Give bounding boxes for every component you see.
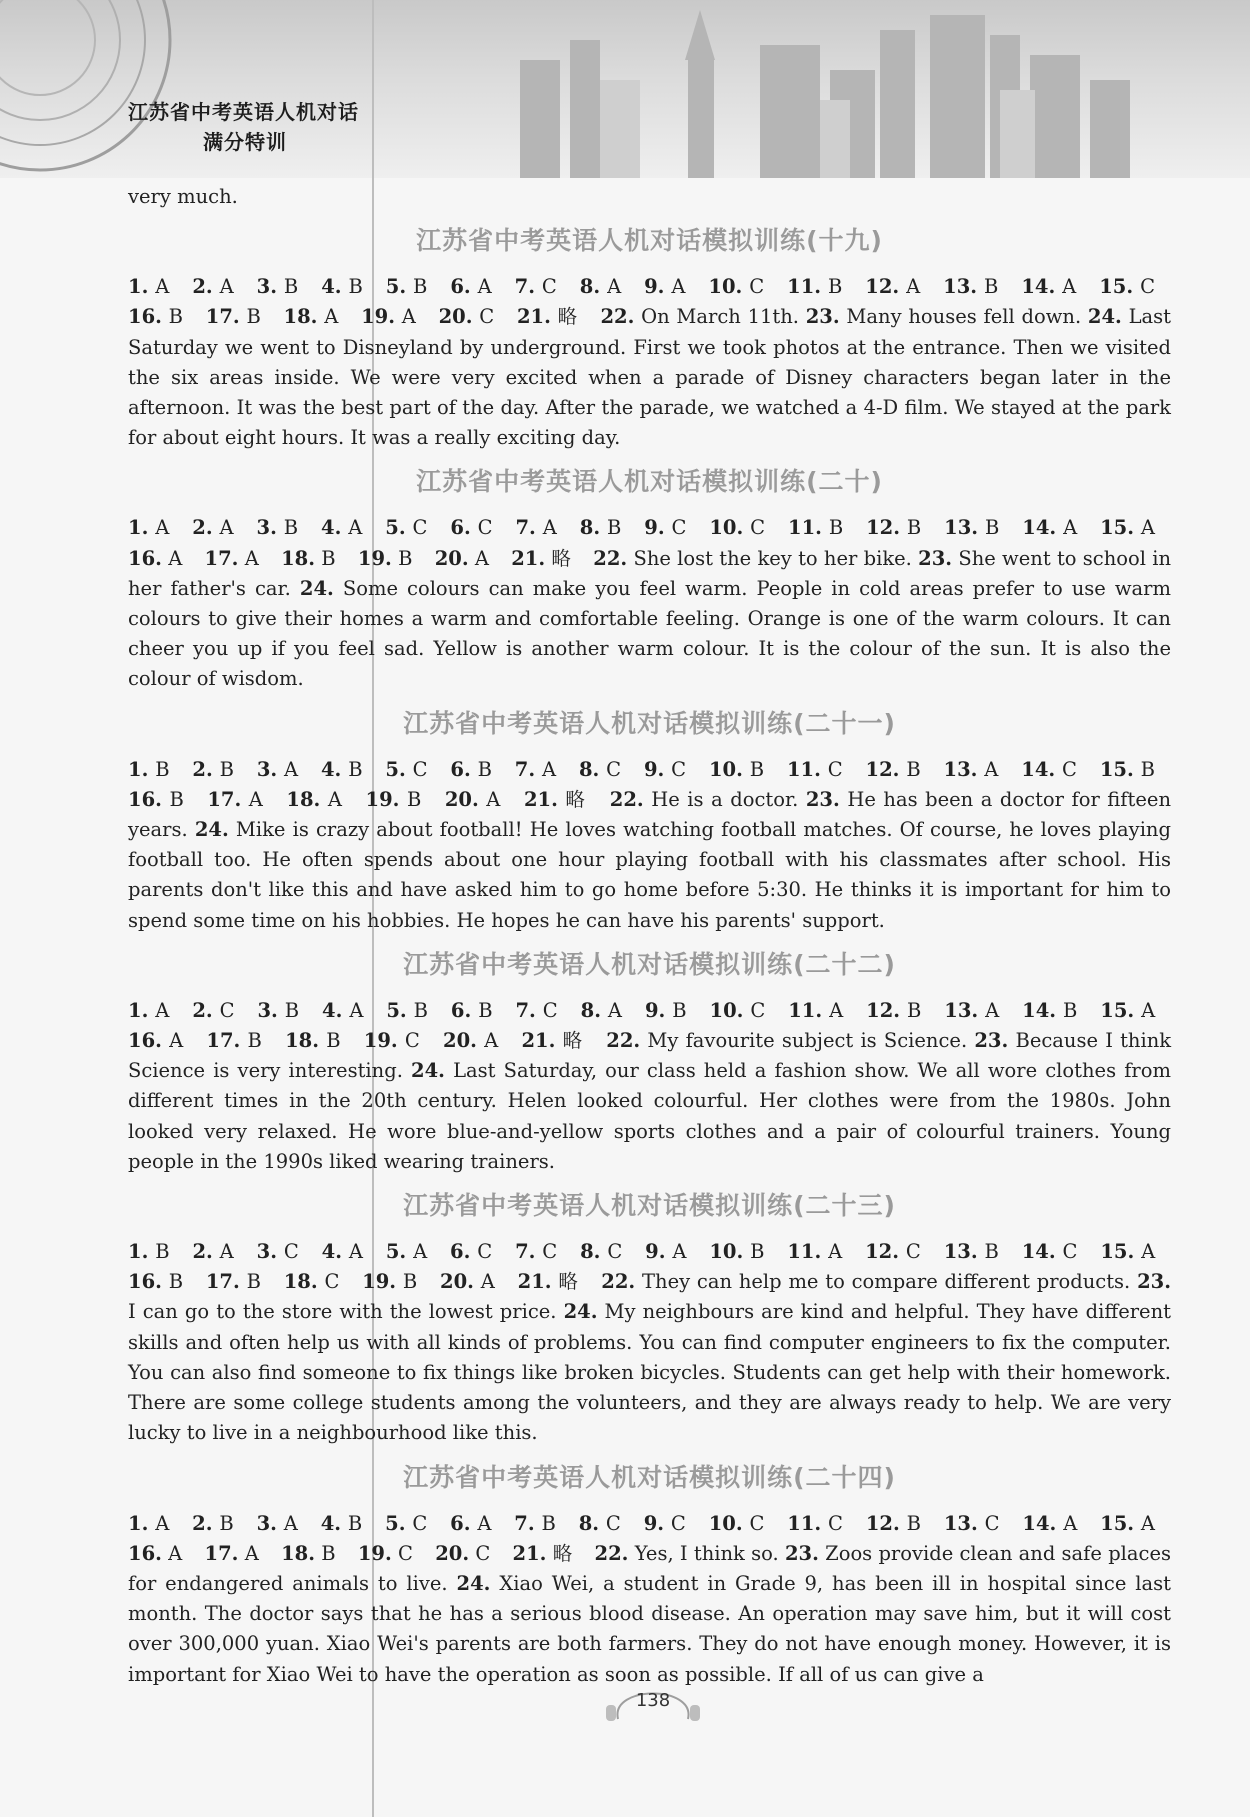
answer-item: 10. C <box>708 1511 765 1535</box>
section-title: 江苏省中考英语人机对话模拟训练(二十三) <box>403 1191 896 1221</box>
answer-item: 24. Xiao Wei, a student in Grade 9, has been ill in hospital since last month. The doctor says that he has a serious blood disease. An operation may save him, but it will cost over 300,000 yuan. Xiao Wei's parents are both farmers. They do not have enough money. However, it is important for Xiao Wei to have the operation as soon as possible. If all of us can give a <box>128 1571 1171 1686</box>
answer-item: 12. C <box>865 1240 921 1264</box>
answer-item: 21. 略 <box>521 1029 584 1053</box>
answer-item: 19. C <box>363 1029 420 1053</box>
answer-item: 11. A <box>787 1240 843 1264</box>
answer-item: 24. Last Saturday we went to Disneyland by underground. First we took photos at the entrance. Then we visited the six areas inside. We were very excited when a parade of Disney characters began later in the afternoon. It was the best part of the day. After the parade, we watched a 4-D film. We stayed at the park for about eight hours. It was a really exciting day. <box>128 305 1172 450</box>
section-title: 江苏省中考英语人机对话模拟训练(二十四) <box>403 1462 896 1492</box>
answer-item: 14. A <box>1022 516 1078 540</box>
answer-item: 2. A <box>192 516 234 540</box>
answer-item: 5. B <box>385 275 428 299</box>
answer-item: 7. A <box>514 757 557 781</box>
answer-item: 21. 略 <box>511 546 571 570</box>
answer-item: 22. She lost the key to her bike. <box>593 546 919 570</box>
answer-item: 1. A <box>128 1511 170 1535</box>
page-number: 138 <box>635 1690 671 1711</box>
answer-item: 9. C <box>643 757 687 781</box>
answer-item: 15. B <box>1099 757 1155 781</box>
answer-item: 17. B <box>206 1029 262 1053</box>
answer-item: 13. B <box>943 275 999 299</box>
answer-item: 1. A <box>128 275 170 299</box>
answer-item: 18. B <box>285 1029 341 1053</box>
answer-item: 20. A <box>443 1029 499 1053</box>
answer-item: 6. B <box>450 757 492 781</box>
answer-item: 18. B <box>281 1541 336 1565</box>
answer-item: 9. A <box>645 1240 687 1264</box>
answer-item: 16. B <box>128 787 184 811</box>
answer-item: 16. A <box>128 1541 183 1565</box>
answer-item: 10. C <box>709 516 766 540</box>
answer-item: 22. They can help me to compare different products. <box>601 1270 1138 1294</box>
answer-paragraph <box>128 1237 1171 1448</box>
answer-item: 12. B <box>865 757 921 781</box>
answer-item: 14. A <box>1021 275 1077 299</box>
answer-item: 8. C <box>578 757 622 781</box>
answer-item: 11. B <box>787 275 843 299</box>
answer-item: 17. A <box>204 1541 259 1565</box>
answer-item: 11. B <box>788 516 844 540</box>
answer-item: 16. B <box>128 305 184 329</box>
answer-item: 20. C <box>435 1541 491 1565</box>
answer-paragraph <box>128 272 1171 453</box>
answer-item: 14. C <box>1021 757 1077 781</box>
answer-item: 14. C <box>1021 1240 1078 1264</box>
answer-item: 3. B <box>257 998 300 1022</box>
answer-item: 14. A <box>1022 1511 1078 1535</box>
answer-paragraph <box>128 513 1171 694</box>
answer-item: 22. Yes, I think so. <box>594 1541 785 1565</box>
answer-item: 5. C <box>385 757 428 781</box>
answer-item: 8. A <box>580 998 622 1022</box>
answer-item: 6. A <box>450 275 492 299</box>
answer-item: 12. B <box>865 1511 921 1535</box>
answer-item: 3. B <box>256 275 299 299</box>
sections-container <box>128 222 1171 1690</box>
answer-item: 20. A <box>434 546 489 570</box>
answer-item: 7. C <box>514 275 557 299</box>
answer-item: 23. He has been a doctor for fifteen years. <box>128 787 1171 842</box>
answer-item: 3. A <box>256 1511 298 1535</box>
answer-item: 8. C <box>580 1240 623 1264</box>
answer-paragraph <box>128 755 1171 936</box>
answer-item: 10. C <box>709 998 766 1022</box>
answer-item: 19. A <box>361 305 416 329</box>
answer-item: 11. A <box>788 998 844 1022</box>
answer-item: 2. A <box>192 1240 234 1264</box>
answer-item: 13. C <box>943 1511 1000 1535</box>
answer-item: 3. C <box>256 1240 299 1264</box>
answer-item: 22. On March 11th. <box>600 305 806 329</box>
answer-item: 21. 略 <box>517 1270 579 1294</box>
answer-item: 12. B <box>866 516 922 540</box>
answer-item: 19. B <box>362 1270 418 1294</box>
answer-item: 24. Last Saturday, our class held a fashion show. We all wore clothes from different times in the 20th century. Helen looked colourful. Her clothes were from the 1980s. John looked very relaxed. He wore blue-and-yellow sports clothes and a pair of colourful trainers. Young people in the 1990s liked wearing trainers. <box>128 1059 1171 1173</box>
city-skyline-illustration <box>0 0 1250 178</box>
answer-item: 16. A <box>128 1029 184 1053</box>
answer-item: 5. C <box>385 1511 428 1535</box>
answer-item: 13. B <box>944 516 1000 540</box>
section-title: 江苏省中考英语人机对话模拟训练(二十一) <box>403 708 896 738</box>
answer-item: 14. B <box>1022 998 1078 1022</box>
answer-item: 5. A <box>385 1240 428 1264</box>
answer-item: 4. B <box>320 757 363 781</box>
answer-item: 1. B <box>128 1240 170 1264</box>
answer-item: 24. My neighbours are kind and helpful. They have different skills and often help us with all kinds of problems. You can find computer engineers to fix the computer. You can also find someone to fix things like broken bicycles. Students can get help with their homework. There are some college students among the volunteers, and they are always ready to help. We are very lucky to live in a neighbourhood like this. <box>128 1300 1171 1445</box>
answer-item: 22. He is a doctor. <box>609 787 806 811</box>
answer-paragraph <box>128 996 1171 1177</box>
answer-item: 16. B <box>128 1270 184 1294</box>
page-header <box>0 0 1250 178</box>
answer-item: 4. A <box>321 516 363 540</box>
answer-item: 4. B <box>321 275 363 299</box>
answer-item: 18. A <box>283 305 339 329</box>
answer-item: 17. B <box>205 1270 261 1294</box>
answer-item: 1. B <box>128 757 170 781</box>
book-series-title: 江苏省中考英语人机对话 <box>128 100 359 124</box>
answer-item: 22. My favourite subject is Science. <box>606 1029 975 1053</box>
answer-item: 6. C <box>450 516 493 540</box>
answer-item: 20. C <box>438 305 495 329</box>
answer-item: 15. C <box>1099 275 1155 299</box>
answer-item: 6. B <box>450 998 493 1022</box>
continued-text: very much. <box>128 185 238 208</box>
answer-item: 24. Mike is crazy about football! He loves watching football matches. Of course, he loves playing football too. He often spends about one hour playing football with his classmates after school. His parents don't like this and have asked him to go home before 5:30. He thinks it is important for him to spend some time on his hobbies. He hopes he can have his parents' support. <box>128 818 1171 932</box>
answer-item: 13. A <box>944 998 1000 1022</box>
section-title: 江苏省中考英语人机对话模拟训练(二十) <box>416 467 883 497</box>
answer-item: 9. B <box>644 998 687 1022</box>
answer-item: 9. C <box>643 1511 686 1535</box>
answer-item: 11. C <box>786 757 843 781</box>
answer-item: 11. C <box>787 1511 843 1535</box>
section-title: 江苏省中考英语人机对话模拟训练(二十二) <box>403 949 896 979</box>
answer-item: 13. A <box>943 757 999 781</box>
answer-item: 19. B <box>365 787 422 811</box>
answer-item: 6. A <box>450 1511 492 1535</box>
answer-item: 9. A <box>644 275 686 299</box>
answer-item: 4. A <box>321 1240 363 1264</box>
answer-item: 7. A <box>515 516 557 540</box>
answer-item: 23. She went to school in her father's car. <box>128 546 1172 600</box>
answer-item: 23. Because I think Science is very interesting. <box>128 1029 1172 1083</box>
answer-item: 7. B <box>514 1511 556 1535</box>
answer-item: 19. B <box>357 546 413 570</box>
answer-key-content <box>128 182 1171 1690</box>
answer-item: 8. C <box>578 1511 621 1535</box>
answer-item: 23. Many houses fell down. <box>805 305 1088 329</box>
answer-item: 7. C <box>515 1240 558 1264</box>
answer-item: 10. C <box>708 275 765 299</box>
answer-item: 15. A <box>1100 1511 1156 1535</box>
answer-item: 17. A <box>207 787 263 811</box>
answer-item: 23. Zoos provide clean and safe places for endangered animals to live. <box>128 1541 1172 1595</box>
answer-item: 3. B <box>256 516 299 540</box>
answer-item: 8. B <box>579 516 622 540</box>
answer-item: 21. 略 <box>512 1541 573 1565</box>
answer-item: 4. B <box>320 1511 363 1535</box>
answer-item: 10. B <box>709 1240 765 1264</box>
answer-item: 16. A <box>128 546 183 570</box>
book-subtitle: 满分特训 <box>203 130 287 154</box>
answer-item: 1. A <box>128 998 170 1022</box>
answer-item: 15. A <box>1100 1240 1156 1264</box>
answer-item: 15. A <box>1100 998 1156 1022</box>
answer-item: 1. A <box>128 516 170 540</box>
answer-item: 21. 略 <box>516 305 578 329</box>
answer-item: 23. I can go to the store with the lowest price. <box>128 1270 1171 1324</box>
answer-item: 4. A <box>322 998 364 1022</box>
answer-item: 8. A <box>579 275 622 299</box>
answer-item: 2. B <box>192 1511 234 1535</box>
answer-item: 20. A <box>440 1270 495 1294</box>
answer-item: 10. B <box>708 757 765 781</box>
answer-item: 21. 略 <box>523 787 587 811</box>
answer-item: 7. C <box>515 998 558 1022</box>
answer-item: 17. A <box>204 546 259 570</box>
answer-item: 18. B <box>281 546 336 570</box>
answer-item: 6. C <box>450 1240 493 1264</box>
answer-item: 9. C <box>644 516 687 540</box>
answer-item: 13. B <box>943 1240 999 1264</box>
answer-item: 2. C <box>192 998 235 1022</box>
answer-item: 12. A <box>865 275 921 299</box>
answer-item: 15. A <box>1100 516 1156 540</box>
answer-item: 3. A <box>256 757 299 781</box>
answer-item: 18. C <box>283 1270 340 1294</box>
answer-item: 20. A <box>444 787 501 811</box>
answer-paragraph <box>128 1509 1171 1690</box>
answer-item: 2. B <box>192 757 234 781</box>
section-title: 江苏省中考英语人机对话模拟训练(十九) <box>416 226 883 256</box>
answer-item: 18. A <box>286 787 342 811</box>
answer-item: 2. A <box>192 275 234 299</box>
answer-item: 5. B <box>386 998 428 1022</box>
answer-item: 12. B <box>866 998 922 1022</box>
answer-item: 19. C <box>357 1541 413 1565</box>
answer-item: 24. Some colours can make you feel warm. People in cold areas prefer to use warm colours to give their homes a warm and comfortable feeling. Orange is one of the warm colours. It can cheer you up if you feel sad. Yellow is another warm colour. It is the colour of the sun. It is also the colour of wisdom. <box>128 576 1171 691</box>
answer-item: 17. B <box>205 305 261 329</box>
answer-item: 5. C <box>385 516 428 540</box>
